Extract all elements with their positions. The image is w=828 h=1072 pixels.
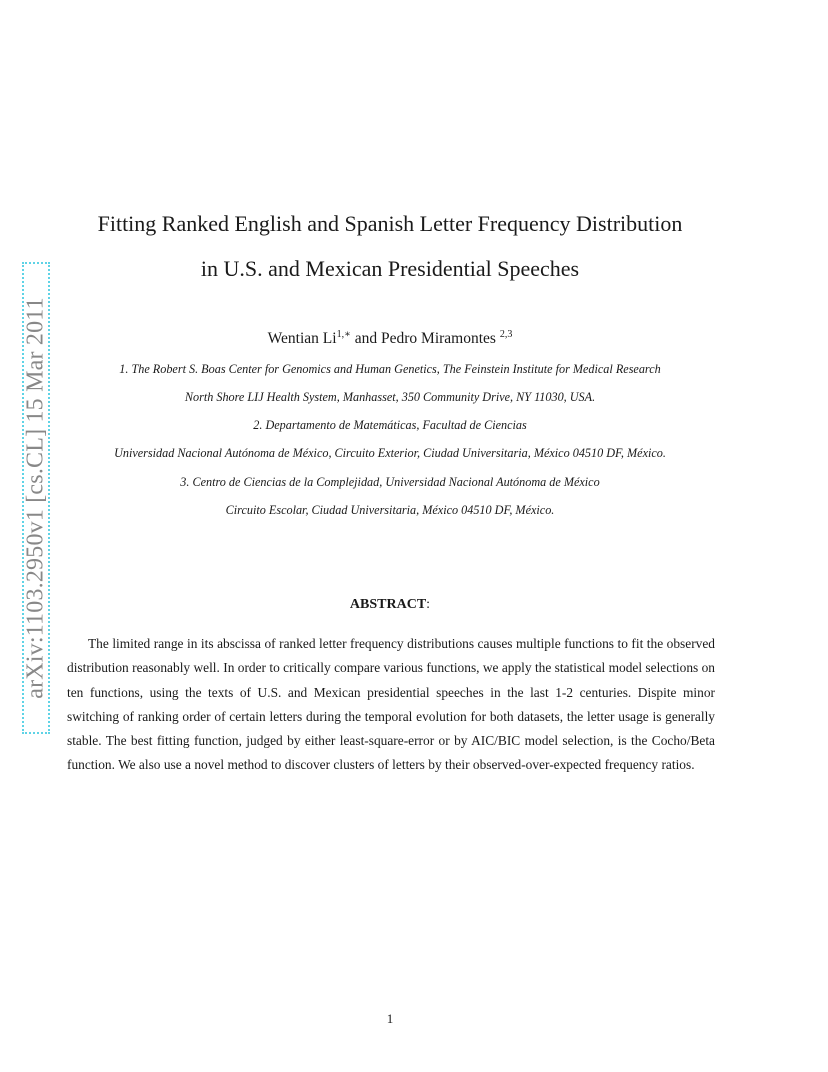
paper-title-line-1: Fitting Ranked English and Spanish Letter Frequency Distribution [97, 211, 683, 236]
author-list [60, 329, 720, 348]
affiliation-1-line-1: 1. The Robert S. Boas Center for Genomics and Human Genetics, The Feinstein Institute for Medical Research [119, 362, 661, 376]
author-1-superscript: 1,∗ [336, 329, 351, 340]
abstract-heading-label: ABSTRACT [349, 597, 427, 612]
abstract-heading [60, 597, 720, 613]
author-2-name: Pedro Miramontes [381, 330, 500, 348]
arxiv-identifier-stamp [22, 262, 50, 734]
affiliation-2-line-1: 2. Departamento de Matemáticas, Facultad de Ciencias [253, 418, 527, 432]
paper-title-line-2: in U.S. and Mexican Presidential Speeches [200, 256, 580, 281]
arxiv-identifier-text: arXiv:1103.2950v1 [cs.CL] 15 Mar 2011 [22, 297, 49, 699]
author-1-name: Wentian Li [267, 330, 337, 348]
affiliation-1-line-2: North Shore LIJ Health System, Manhasset, 350 Community Drive, NY 11030, USA. [184, 390, 596, 404]
affiliation-3-line-2: Circuito Escolar, Ciudad Universitaria, México 04510 DF, México. [225, 503, 555, 517]
affiliation-3-line-1: 3. Centro de Ciencias de la Complejidad, Universidad Nacional Autónoma de México [180, 475, 600, 489]
author-conjunction: and [350, 330, 382, 348]
page-number: 1 [386, 1011, 394, 1026]
author-2-superscript: 2,3 [499, 329, 513, 340]
abstract-heading-colon: : [426, 597, 431, 612]
affiliation-2-line-2: Universidad Nacional Autónoma de México, Circuito Exterior, Ciudad Universitaria, México 04510 DF, México. [114, 446, 666, 460]
abstract-text: The limited range in its abscissa of ranked letter frequency distributions causes multiple functions to fit the observed distribution reasonably well. In order to critically compare various functions, we apply the statistical model selections on ten functions, using the texts of U.S. and Mexican presidential speeches in the last 1-2 centuries. Dispite minor switching of ranking order of certain letters during the temporal evolution for both datasets, the letter usage is generally stable. The best fitting function, judged by either least-square-error or by AIC/BIC model selection, is the Cocho/Beta function. We also use a novel method to discover clusters of letters by their observed-over-expected frequency ratios. [67, 636, 715, 773]
